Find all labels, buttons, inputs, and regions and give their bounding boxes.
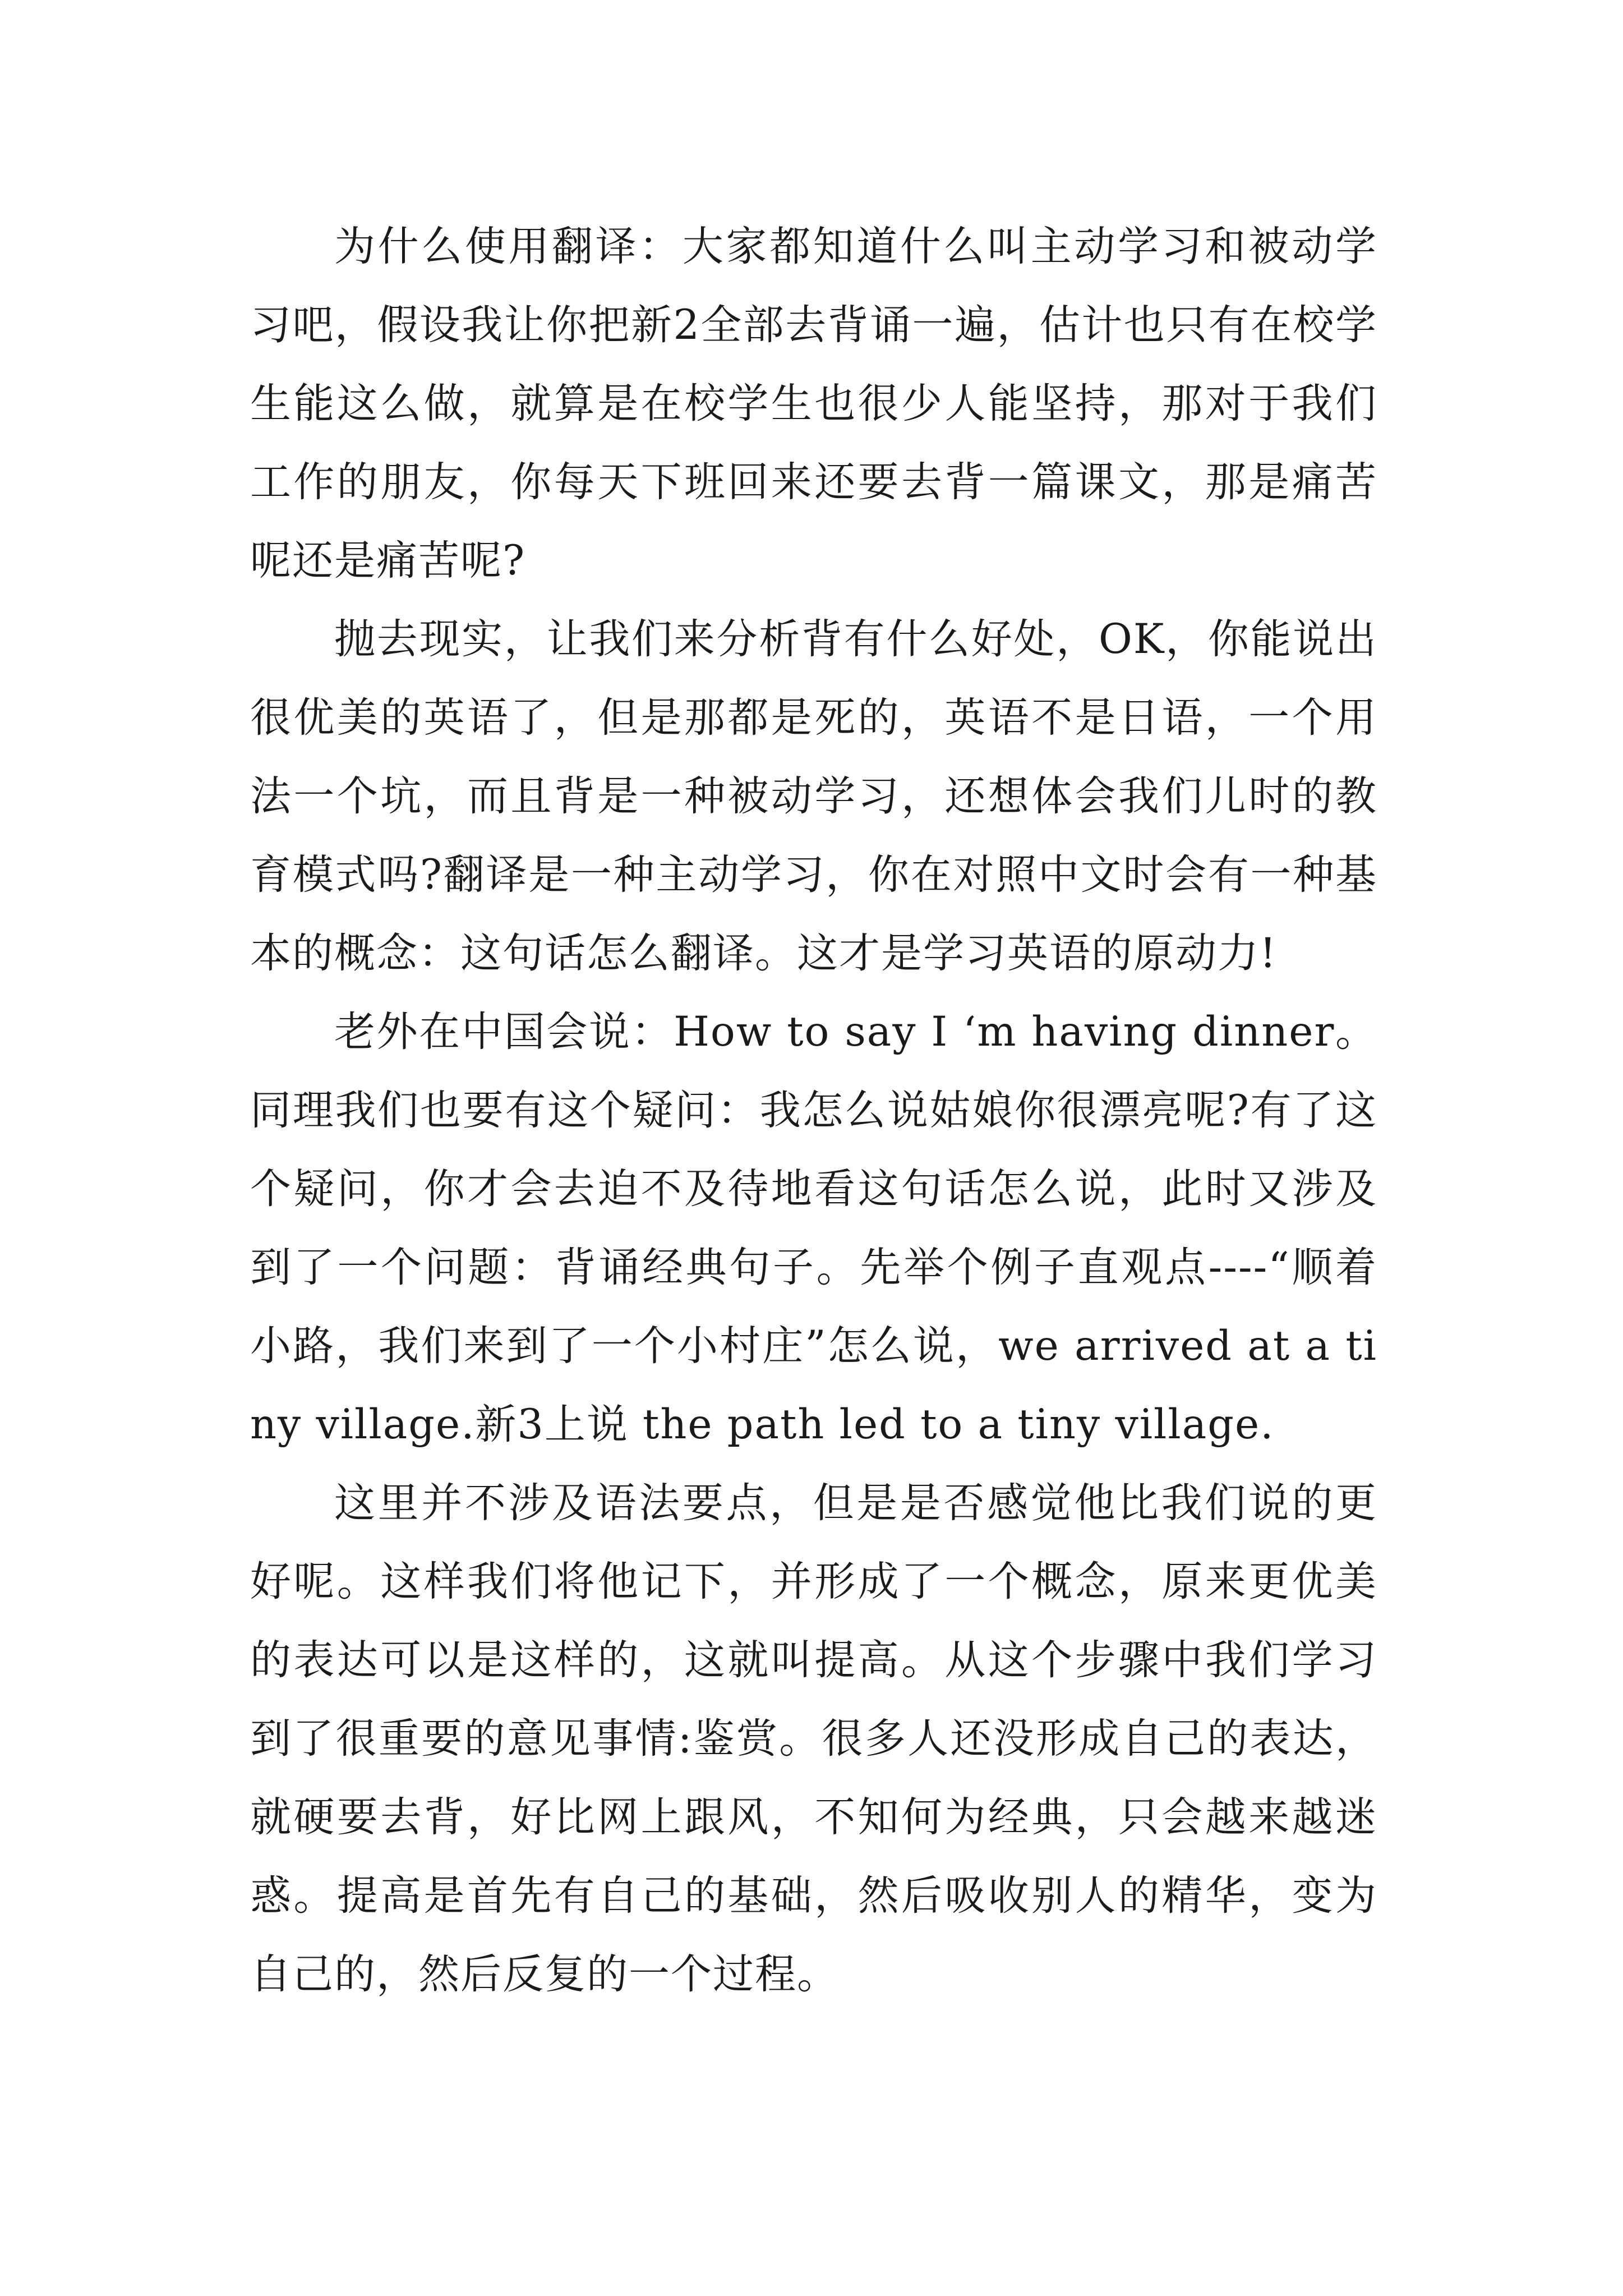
paragraph-example-sentence: 老外在中国会说：How to say I ‘m having dinner。同理我们也要有这个疑问：我怎么说姑娘你很漂亮呢?有了这个疑问，你才会去迫不及待地看这句话怎么说，此时又涉及到了一个问题：背诵经典句子。先举个例子直观点----“顺着小路，我们来到了一个小村庄”怎么说，we arrived at a tiny village.新3上说 the path led to a tiny village.	[250, 1008, 1377, 1448]
paragraph-improvement: 这里并不涉及语法要点，但是是否感觉他比我们说的更好呢。这样我们将他记下，并形成了一个概念，原来更优美的表达可以是这样的，这就叫提高。从这个步骤中我们学习到了很重要的意见事情:鉴赏。很多人还没形成自己的表达，就硬要去背，好比网上跟风，不知何为经典，只会越来越迷惑。提高是首先有自己的基础，然后吸收别人的精华，变为自己的，然后反复的一个过程。	[250, 1479, 1377, 1998]
paragraph-memorization-analysis: 抛去现实，让我们来分析背有什么好处，OK，你能说出很优美的英语了，但是那都是死的，英语不是日语，一个用法一个坑，而且背是一种被动学习，还想体会我们儿时的教育模式吗?翻译是一种主动学习，你在对照中文时会有一种基本的概念：这句话怎么翻译。这才是学习英语的原动力!	[250, 615, 1377, 977]
paragraph-why-translate: 为什么使用翻译：大家都知道什么叫主动学习和被动学习吧，假设我让你把新2全部去背诵一遍，估计也只有在校学生能这么做，就算是在校学生也很少人能坚持，那对于我们工作的朋友，你每天下班回来还要去背一篇课文，那是痛苦呢还是痛苦呢?	[250, 223, 1377, 585]
document-body	[250, 208, 1377, 2014]
